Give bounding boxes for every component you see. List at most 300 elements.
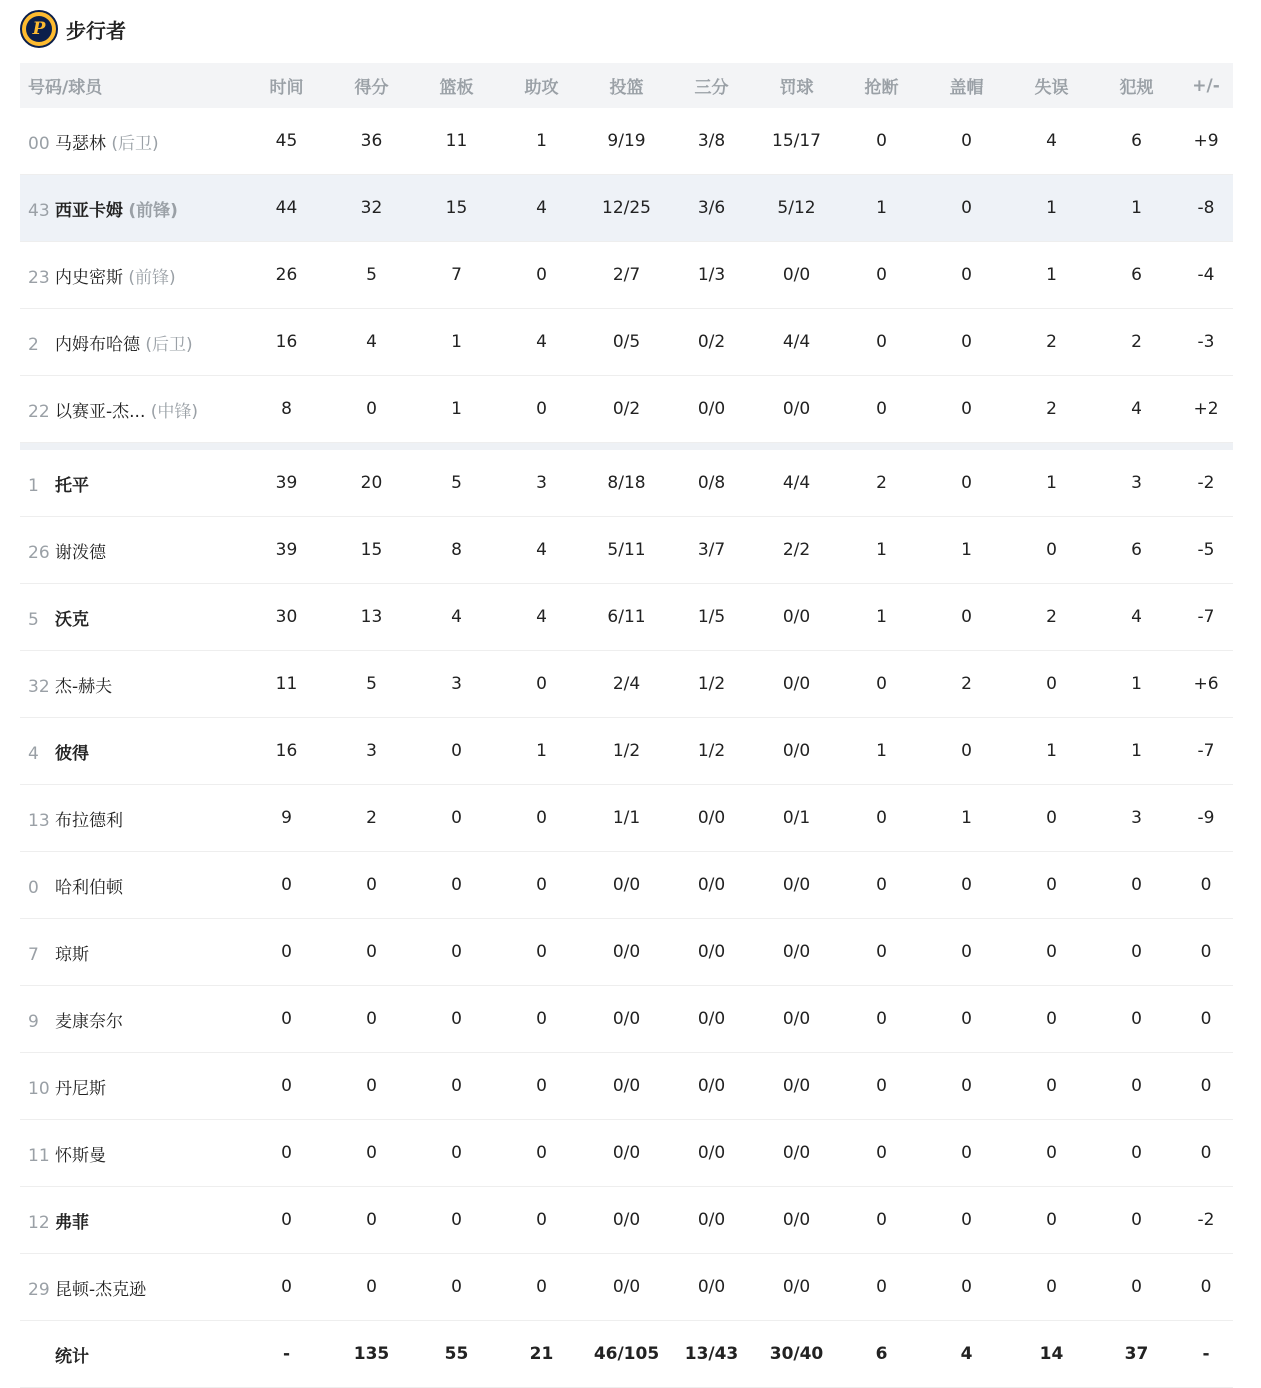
jersey-number: 2 [28,334,39,355]
stat-minutes: 0 [244,852,329,919]
stat-field-goals: 0/0 [584,852,669,919]
stat-steals: 0 [839,919,924,986]
stat-fouls: 0 [1094,1120,1179,1187]
column-header-rebounds[interactable]: 篮板 [414,63,499,108]
stat-points: 15 [329,517,414,584]
stat-steals: 1 [839,718,924,785]
stat-fouls: 3 [1094,785,1179,852]
stat-steals: 0 [839,309,924,376]
box-score-table [20,63,1233,1388]
player-cell [20,651,244,718]
stat-plus-minus: -8 [1179,175,1233,242]
player-cell [20,1120,244,1187]
player-row[interactable] [20,986,1233,1053]
stat-turnovers: 0 [1009,651,1094,718]
stat-field-goals: 0/0 [584,986,669,1053]
stat-rebounds: 0 [414,852,499,919]
stat-free-throws: 15/17 [754,108,839,175]
total-steals: 6 [839,1321,924,1388]
stat-field-goals: 6/11 [584,584,669,651]
stat-rebounds: 0 [414,1254,499,1321]
stat-turnovers: 0 [1009,986,1094,1053]
player-row[interactable] [20,309,1233,376]
stat-plus-minus: -7 [1179,584,1233,651]
jersey-number: 5 [28,609,39,630]
stat-minutes: 0 [244,1254,329,1321]
player-position: (前锋) [128,200,178,221]
player-cell [20,1254,244,1321]
stat-points: 0 [329,852,414,919]
stat-three-pointers: 1/5 [669,584,754,651]
stat-steals: 0 [839,1120,924,1187]
stat-steals: 1 [839,175,924,242]
jersey-number: 29 [28,1279,50,1300]
stat-steals: 0 [839,1053,924,1120]
stat-minutes: 0 [244,1120,329,1187]
jersey-number: 1 [28,475,39,496]
stat-fouls: 0 [1094,1053,1179,1120]
player-row[interactable] [20,584,1233,651]
player-row[interactable] [20,450,1233,517]
stat-three-pointers: 0/2 [669,309,754,376]
stat-rebounds: 4 [414,584,499,651]
stat-plus-minus: 0 [1179,1254,1233,1321]
player-name[interactable]: 西亚卡姆 [55,200,123,221]
stat-points: 0 [329,919,414,986]
player-row[interactable] [20,376,1233,443]
stat-fouls: 6 [1094,517,1179,584]
stat-points: 5 [329,651,414,718]
column-header-plus-minus[interactable]: +/- [1179,63,1233,108]
column-header-field-goals[interactable]: 投篮 [584,63,669,108]
stat-field-goals: 9/19 [584,108,669,175]
column-header-player[interactable]: 号码/球员 [20,63,244,108]
player-cell [20,584,244,651]
stat-three-pointers: 1/2 [669,651,754,718]
jersey-number: 00 [28,133,50,154]
stat-rebounds: 0 [414,1187,499,1254]
stat-minutes: 30 [244,584,329,651]
stat-field-goals: 0/0 [584,919,669,986]
stat-fouls: 1 [1094,718,1179,785]
player-name[interactable]: 丹尼斯 [55,1078,106,1099]
stat-points: 0 [329,986,414,1053]
stat-rebounds: 0 [414,1120,499,1187]
player-position: (后卫) [111,133,159,154]
stat-fouls: 1 [1094,175,1179,242]
stat-turnovers: 0 [1009,517,1094,584]
stat-free-throws: 4/4 [754,450,839,517]
total-fouls: 37 [1094,1321,1179,1388]
stat-free-throws: 2/2 [754,517,839,584]
jersey-number: 0 [28,877,39,898]
stat-minutes: 45 [244,108,329,175]
stat-plus-minus: -5 [1179,517,1233,584]
stat-blocks: 0 [924,242,1009,309]
player-name[interactable]: 怀斯曼 [55,1145,106,1166]
column-header-fouls[interactable]: 犯规 [1094,63,1179,108]
stat-steals: 0 [839,242,924,309]
column-header-minutes[interactable]: 时间 [244,63,329,108]
stat-points: 0 [329,1254,414,1321]
player-row[interactable] [20,785,1233,852]
stat-points: 0 [329,376,414,443]
player-name[interactable]: 马瑟林 [55,133,106,154]
player-name[interactable]: 麦康奈尔 [55,1011,123,1032]
stat-assists: 4 [499,584,584,651]
jersey-number: 13 [28,810,50,831]
stat-field-goals: 8/18 [584,450,669,517]
stat-turnovers: 1 [1009,175,1094,242]
stat-rebounds: 0 [414,718,499,785]
player-name[interactable]: 谢泼德 [55,542,106,563]
player-name[interactable]: 杰-赫夫 [55,676,113,697]
stat-field-goals: 0/0 [584,1187,669,1254]
stat-rebounds: 0 [414,919,499,986]
team-logo-letter: P [32,18,46,39]
table-header-row [20,63,1233,108]
stat-assists: 0 [499,852,584,919]
stat-rebounds: 7 [414,242,499,309]
stat-free-throws: 0/0 [754,1187,839,1254]
stat-three-pointers: 3/8 [669,108,754,175]
player-name[interactable]: 昆顿-杰克逊 [55,1279,147,1300]
stat-points: 36 [329,108,414,175]
stat-minutes: 16 [244,309,329,376]
stat-blocks: 1 [924,517,1009,584]
stat-rebounds: 8 [414,517,499,584]
stat-three-pointers: 1/3 [669,242,754,309]
stat-free-throws: 0/0 [754,651,839,718]
stat-plus-minus: +2 [1179,376,1233,443]
stat-turnovers: 0 [1009,852,1094,919]
column-header-assists[interactable]: 助攻 [499,63,584,108]
player-name[interactable]: 布拉德利 [55,810,123,831]
stat-rebounds: 0 [414,785,499,852]
player-name[interactable]: 哈利伯顿 [55,877,123,898]
total-plus-minus: - [1179,1321,1233,1388]
stat-turnovers: 0 [1009,1053,1094,1120]
column-header-blocks[interactable]: 盖帽 [924,63,1009,108]
stat-blocks: 2 [924,651,1009,718]
stat-fouls: 0 [1094,919,1179,986]
stat-turnovers: 2 [1009,309,1094,376]
player-cell [20,852,244,919]
player-row[interactable] [20,1120,1233,1187]
stat-points: 0 [329,1187,414,1254]
jersey-number: 12 [28,1212,50,1233]
stat-turnovers: 2 [1009,376,1094,443]
starters-bench-divider [20,443,1233,451]
stat-points: 2 [329,785,414,852]
stat-assists: 0 [499,242,584,309]
stat-minutes: 8 [244,376,329,443]
stat-plus-minus: -3 [1179,309,1233,376]
total-rebounds: 55 [414,1321,499,1388]
column-header-three-pointers[interactable]: 三分 [669,63,754,108]
player-name[interactable]: 内姆布哈德 [55,334,140,355]
total-free-throws: 30/40 [754,1321,839,1388]
stat-minutes: 0 [244,1053,329,1120]
stat-blocks: 0 [924,1053,1009,1120]
jersey-number: 32 [28,676,50,697]
stat-plus-minus: 0 [1179,919,1233,986]
stat-rebounds: 15 [414,175,499,242]
stat-blocks: 0 [924,718,1009,785]
player-row[interactable] [20,517,1233,584]
stat-steals: 0 [839,785,924,852]
player-row[interactable] [20,852,1233,919]
stat-rebounds: 11 [414,108,499,175]
stat-points: 3 [329,718,414,785]
stat-assists: 0 [499,1187,584,1254]
stat-three-pointers: 0/0 [669,1254,754,1321]
stat-fouls: 4 [1094,376,1179,443]
stat-blocks: 0 [924,309,1009,376]
player-cell [20,309,244,376]
stat-minutes: 39 [244,517,329,584]
stat-turnovers: 1 [1009,450,1094,517]
total-points: 135 [329,1321,414,1388]
column-header-steals[interactable]: 抢断 [839,63,924,108]
stat-steals: 0 [839,108,924,175]
totals-label-cell [20,1321,244,1388]
stat-field-goals: 0/0 [584,1120,669,1187]
player-name[interactable]: 内史密斯 [55,267,123,288]
stat-minutes: 0 [244,919,329,986]
player-row[interactable] [20,718,1233,785]
jersey-number: 9 [28,1011,39,1032]
column-header-points[interactable]: 得分 [329,63,414,108]
stat-three-pointers: 0/0 [669,852,754,919]
stat-three-pointers: 0/0 [669,919,754,986]
stat-minutes: 11 [244,651,329,718]
stat-assists: 3 [499,450,584,517]
stat-three-pointers: 0/0 [669,1053,754,1120]
player-cell [20,1053,244,1120]
stat-plus-minus: +6 [1179,651,1233,718]
stat-three-pointers: 0/0 [669,376,754,443]
stat-field-goals: 1/1 [584,785,669,852]
stat-free-throws: 0/0 [754,718,839,785]
stat-rebounds: 1 [414,309,499,376]
stat-fouls: 0 [1094,986,1179,1053]
player-cell [20,175,244,242]
total-assists: 21 [499,1321,584,1388]
player-position: (中锋) [150,401,199,422]
stat-three-pointers: 0/0 [669,986,754,1053]
stat-fouls: 4 [1094,584,1179,651]
player-row[interactable] [20,108,1233,175]
jersey-number: 23 [28,267,50,288]
stat-fouls: 2 [1094,309,1179,376]
stat-assists: 4 [499,309,584,376]
player-name[interactable]: 托平 [55,475,89,496]
stat-three-pointers: 0/0 [669,1187,754,1254]
stat-plus-minus: -4 [1179,242,1233,309]
stat-turnovers: 0 [1009,919,1094,986]
stat-fouls: 1 [1094,651,1179,718]
stat-field-goals: 2/7 [584,242,669,309]
stat-three-pointers: 0/0 [669,785,754,852]
player-row[interactable] [20,651,1233,718]
stat-minutes: 44 [244,175,329,242]
player-name[interactable]: 弗菲 [55,1212,89,1233]
jersey-number: 22 [28,401,50,422]
stat-free-throws: 0/0 [754,986,839,1053]
jersey-number: 11 [28,1145,50,1166]
jersey-number: 4 [28,743,39,764]
stat-assists: 0 [499,651,584,718]
stat-plus-minus: 0 [1179,986,1233,1053]
stat-rebounds: 0 [414,1053,499,1120]
stat-blocks: 0 [924,376,1009,443]
total-field-goals: 46/105 [584,1321,669,1388]
stat-free-throws: 0/0 [754,852,839,919]
stat-assists: 0 [499,376,584,443]
column-header-free-throws[interactable]: 罚球 [754,63,839,108]
stat-minutes: 26 [244,242,329,309]
stat-blocks: 0 [924,584,1009,651]
stat-fouls: 6 [1094,108,1179,175]
player-cell [20,517,244,584]
stat-free-throws: 0/0 [754,1120,839,1187]
player-row[interactable] [20,1187,1233,1254]
stat-turnovers: 0 [1009,1187,1094,1254]
stat-free-throws: 0/0 [754,1053,839,1120]
stat-free-throws: 0/0 [754,242,839,309]
stat-assists: 0 [499,919,584,986]
stat-blocks: 0 [924,108,1009,175]
player-name[interactable]: 沃克 [55,609,89,630]
stat-field-goals: 0/0 [584,1053,669,1120]
stat-points: 13 [329,584,414,651]
player-row[interactable] [20,919,1233,986]
stat-free-throws: 0/0 [754,376,839,443]
stat-assists: 4 [499,175,584,242]
jersey-number: 26 [28,542,50,563]
stat-free-throws: 0/0 [754,919,839,986]
player-row[interactable] [20,175,1233,242]
stat-blocks: 0 [924,1120,1009,1187]
stat-assists: 0 [499,1120,584,1187]
stat-assists: 0 [499,1254,584,1321]
stat-plus-minus: 0 [1179,1120,1233,1187]
totals-row [20,1321,1233,1388]
stat-blocks: 0 [924,919,1009,986]
stat-field-goals: 2/4 [584,651,669,718]
stat-assists: 4 [499,517,584,584]
stat-turnovers: 2 [1009,584,1094,651]
stat-steals: 0 [839,651,924,718]
stat-field-goals: 12/25 [584,175,669,242]
column-header-turnovers[interactable]: 失误 [1009,63,1094,108]
stat-field-goals: 0/2 [584,376,669,443]
stat-turnovers: 1 [1009,718,1094,785]
stat-steals: 0 [839,852,924,919]
player-name[interactable]: 琼斯 [55,944,89,965]
stat-fouls: 3 [1094,450,1179,517]
jersey-number: 43 [28,200,50,221]
stat-points: 0 [329,1053,414,1120]
player-row[interactable] [20,1053,1233,1120]
stat-blocks: 0 [924,986,1009,1053]
player-cell [20,785,244,852]
divider-cell [20,443,1233,451]
jersey-number: 10 [28,1078,50,1099]
stat-turnovers: 1 [1009,242,1094,309]
player-cell [20,108,244,175]
stat-rebounds: 3 [414,651,499,718]
stat-three-pointers: 3/6 [669,175,754,242]
stat-plus-minus: -2 [1179,1187,1233,1254]
player-cell [20,450,244,517]
stat-turnovers: 0 [1009,1120,1094,1187]
stat-assists: 0 [499,986,584,1053]
player-cell [20,1187,244,1254]
stat-field-goals: 1/2 [584,718,669,785]
stat-free-throws: 0/0 [754,584,839,651]
stat-minutes: 0 [244,1187,329,1254]
stat-points: 20 [329,450,414,517]
jersey-number: 7 [28,944,39,965]
stat-turnovers: 0 [1009,1254,1094,1321]
player-name[interactable]: 彼得 [55,743,89,764]
stat-turnovers: 0 [1009,785,1094,852]
stat-fouls: 0 [1094,1187,1179,1254]
team-logo [20,10,58,48]
team-name: 步行者 [66,18,126,43]
stat-assists: 0 [499,785,584,852]
stat-plus-minus: 0 [1179,852,1233,919]
stat-plus-minus: -7 [1179,718,1233,785]
stat-field-goals: 0/5 [584,309,669,376]
stat-points: 0 [329,1120,414,1187]
stat-field-goals: 5/11 [584,517,669,584]
stat-steals: 0 [839,986,924,1053]
stat-points: 4 [329,309,414,376]
stat-fouls: 6 [1094,242,1179,309]
player-position: (后卫) [145,334,193,355]
player-position: (前锋) [128,267,176,288]
stat-blocks: 0 [924,852,1009,919]
stat-free-throws: 5/12 [754,175,839,242]
stat-turnovers: 4 [1009,108,1094,175]
stat-blocks: 0 [924,1254,1009,1321]
stat-plus-minus: +9 [1179,108,1233,175]
table-body [20,108,1233,1388]
stat-steals: 0 [839,1187,924,1254]
player-name[interactable]: 以赛亚-杰... [55,401,146,422]
player-row[interactable] [20,1254,1233,1321]
stat-steals: 1 [839,517,924,584]
stat-blocks: 0 [924,175,1009,242]
stat-fouls: 0 [1094,1254,1179,1321]
total-minutes: - [244,1321,329,1388]
stat-three-pointers: 0/8 [669,450,754,517]
stat-fouls: 0 [1094,852,1179,919]
stat-three-pointers: 3/7 [669,517,754,584]
player-row[interactable] [20,242,1233,309]
player-cell [20,376,244,443]
stat-three-pointers: 1/2 [669,718,754,785]
stat-field-goals: 0/0 [584,1254,669,1321]
player-cell [20,718,244,785]
stat-minutes: 39 [244,450,329,517]
stat-assists: 1 [499,108,584,175]
stat-blocks: 0 [924,450,1009,517]
total-blocks: 4 [924,1321,1009,1388]
